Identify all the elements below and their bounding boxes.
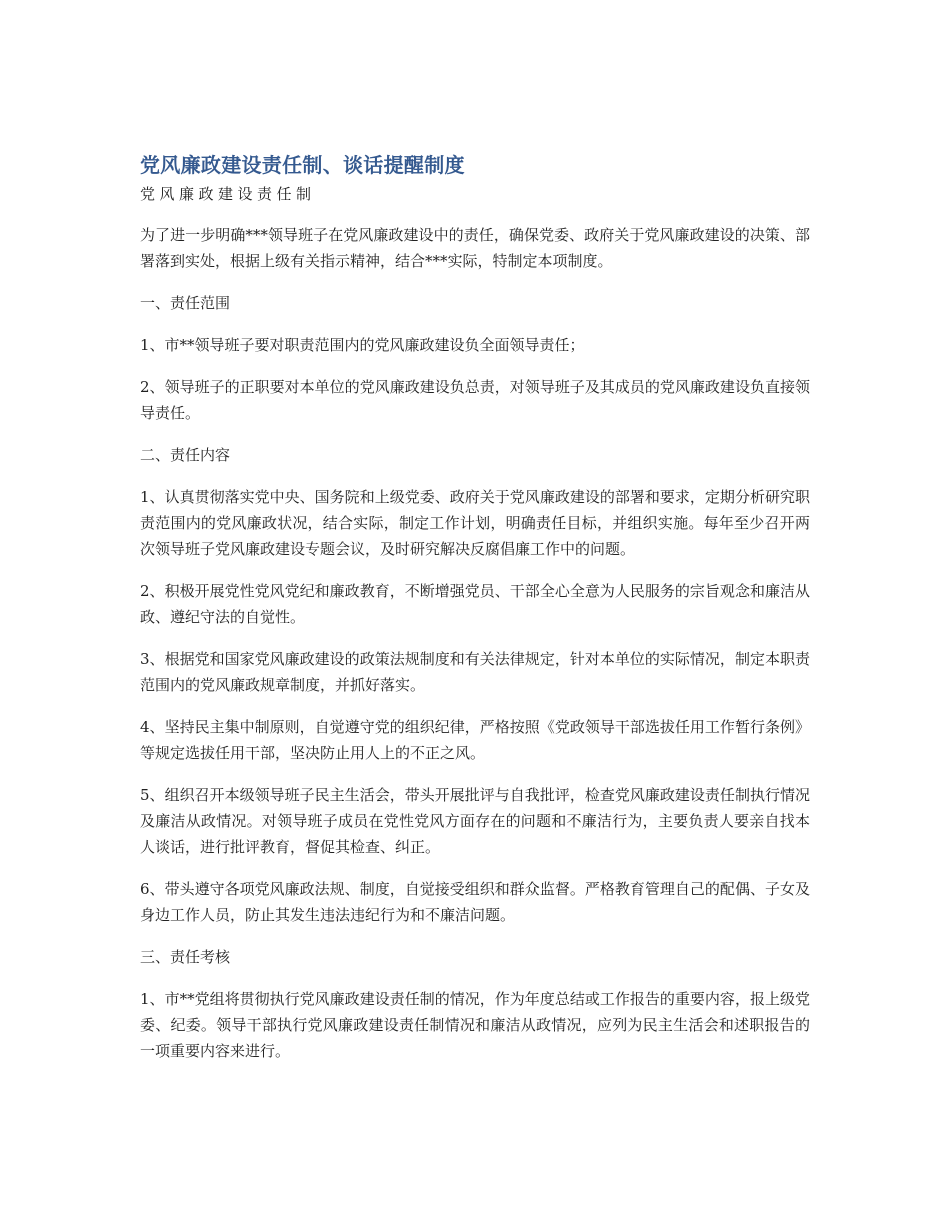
- section-heading-assessment: 三、责任考核: [140, 948, 231, 966]
- document-page: [140, 150, 810, 1080]
- content-item-3: 3、根据党和国家党风廉政建设的政策法规制度和有关法律规定，针对本单位的实际情况，制定本职责范围内的党风廉政规章制度，并抓好落实。: [140, 650, 810, 694]
- content-item-1: 1、认真贯彻落实党中央、国务院和上级党委、政府关于党风廉政建设的部署和要求，定期分析研究职责范围内的党风廉政状况，结合实际，制定工作计划，明确责任目标，并组织实施。每年至少召开两次领导班子党风廉政建设专题会议，及时研究解决反腐倡廉工作中的问题。: [140, 488, 810, 558]
- document-title: 党风廉政建设责任制、谈话提醒制度: [140, 153, 465, 177]
- scope-item-1: 1、市**领导班子要对职责范围内的党风廉政建设负全面领导责任；: [140, 336, 585, 354]
- document-subtitle: 党风廉政建设责任制: [140, 185, 316, 203]
- assessment-item-1: 1、市**党组将贯彻执行党风廉政建设责任制的情况，作为年度总结或工作报告的重要内容，报上级党委、纪委。领导干部执行党风廉政建设责任制情况和廉洁从政情况，应列为民主生活会和述职报告的一项重要内容来进行。: [140, 990, 810, 1060]
- content-item-4: 4、坚持民主集中制原则，自觉遵守党的组织纪律，严格按照《党政领导干部选拔任用工作暂行条例》等规定选拔任用干部，坚决防止用人上的不正之风。: [140, 718, 810, 762]
- scope-item-2: 2、领导班子的正职要对本单位的党风廉政建设负总责，对领导班子及其成员的党风廉政建设负直接领导责任。: [140, 378, 810, 422]
- section-heading-content: 二、责任内容: [140, 446, 231, 464]
- content-item-6: 6、带头遵守各项党风廉政法规、制度，自觉接受组织和群众监督。严格教育管理自己的配偶、子女及身边工作人员，防止其发生违法违纪行为和不廉洁问题。: [140, 880, 810, 924]
- content-item-5: 5、组织召开本级领导班子民主生活会，带头开展批评与自我批评，检查党风廉政建设责任制执行情况及廉洁从政情况。对领导班子成员在党性党风方面存在的问题和不廉洁行为，主要负责人要亲自找本人谈话，进行批评教育，督促其检查、纠正。: [140, 786, 810, 856]
- intro-paragraph: 为了进一步明确***领导班子在党风廉政建设中的责任，确保党委、政府关于党风廉政建设的决策、部署落到实处，根据上级有关指示精神，结合***实际，特制定本项制度。: [140, 226, 810, 270]
- section-heading-scope: 一、责任范围: [140, 294, 231, 312]
- content-item-2: 2、积极开展党性党风党纪和廉政教育，不断增强党员、干部全心全意为人民服务的宗旨观念和廉洁从政、遵纪守法的自觉性。: [140, 582, 810, 626]
